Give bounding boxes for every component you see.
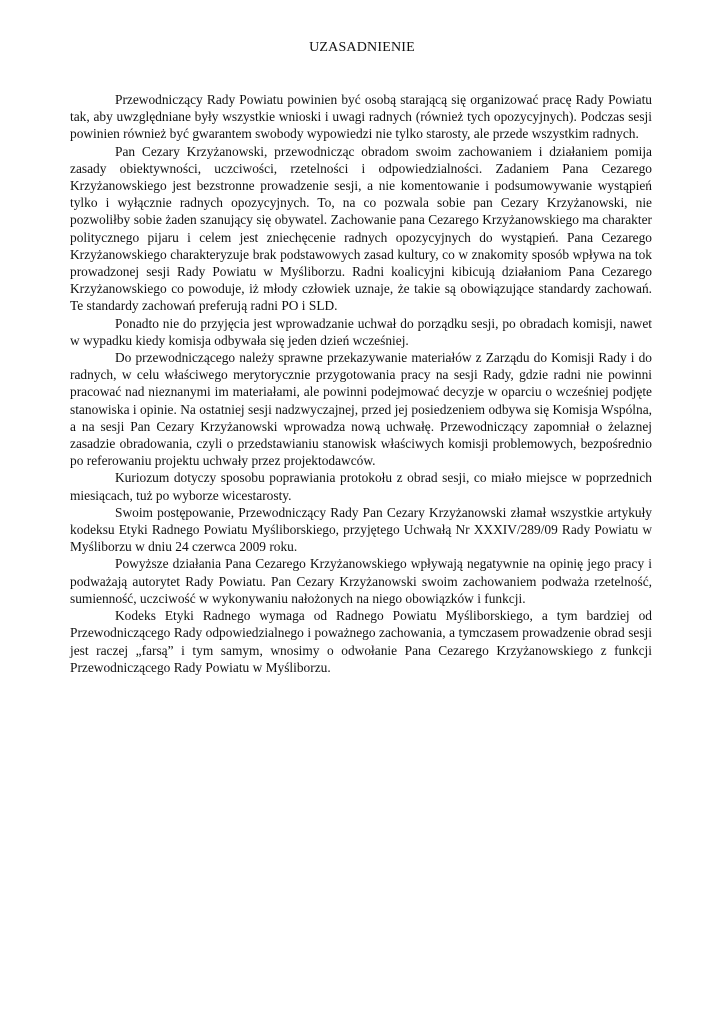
document-title: UZASADNIENIE (309, 40, 415, 55)
paragraph: Kuriozum dotyczy sposobu poprawiania protokołu z obrad sesji, co miało miejsce w poprzednich miesiącach, tuż po wyborze wicestarosty. (70, 470, 652, 503)
paragraph: Swoim postępowanie, Przewodniczący Rady Pan Cezary Krzyżanowski złamał wszystkie artykuły kodeksu Etyki Radnego Powiatu Myśliborskiego, przyjętego Uchwałą Nr XXXIV/289/09 Rady Powiatu w Myśliborzu w dniu 24 czerwca 2009 roku. (70, 504, 652, 555)
paragraph: Przewodniczący Rady Powiatu powinien być osobą starającą się organizować pracę Rady Powiatu tak, aby uwzględniane były wszystkie wnioski i uwagi radnych (również tych opozycyjnych). Podczas sesji powinien również być gwarantem swobody wypowiedzi nie tylko starosty, ale przede wszystkim radnych. (70, 92, 652, 142)
paragraph: Ponadto nie do przyjęcia jest wprowadzanie uchwał do porządku sesji, po obradach komisji, nawet w wypadku kiedy komisja odbywała się jeden dzień wcześniej. (70, 315, 652, 348)
paragraph: Pan Cezary Krzyżanowski, przewodnicząc obradom swoim zachowaniem i działaniem pomija zasady obiektywności, uczciwości, rzetelności i odpowiedzialności. Zadaniem Pana Cezarego Krzyżanowskiego jest bezstronne prowadzenie sesji, a nie komentowanie i podsumowywanie wystąpień tylko i wyłącznie radnych opozycyjnych. To, na co pozwala sobie pan Cezary Krzyżanowski, nie pozwoliłby sobie żaden szanujący się obywatel. Zachowanie pana Cezarego Krzyżanowskiego ma charakter politycznego pijaru i celem jest zniechęcenie radnych opozycyjnych do wystąpień. Pana Cezarego Krzyżanowskiego charakteryzuje brak podstawowych zasad kultury, co w znakomity sposób wpływa na tok prowadzonej sesji Rady Powiatu w Myśliborzu. Radni koalicyjni kibicują działaniom Pana Cezarego Krzyżanowskiego co powoduje, iż młody człowiek uznaje, że takie są obowiązujące standardy zachowań. Te standardy zachowań preferują radni PO i SLD. (70, 143, 652, 314)
paragraph: Do przewodniczącego należy sprawne przekazywanie materiałów z Zarządu do Komisji Rady i do radnych, w celu właściwego merytorycznie przygotowania pracy na sesji Rady, gdzie radni nie powinni pracować nad nieznanymi im materiałami, ale powinni podejmować decyzje w oparciu o wcześniej podjęte stanowiska i opinie. Na ostatniej sesji nadzwyczajnej, przed jej posiedzeniem odbywa się Komisja Wspólna, a na sesji Pan Cezary Krzyżanowski wprowadza nową uchwałę. Przewodniczący zapomniał o żelaznej zasadzie obradowania, czyli o przedstawianiu stanowisk właściwych komisji problemowych, bezpośrednio po referowaniu projektu uchwały przez projektodawców. (70, 350, 652, 469)
paragraph: Powyższe działania Pana Cezarego Krzyżanowskiego wpływają negatywnie na opinię jego pracy i podważają autorytet Rady Powiatu. Pan Cezary Krzyżanowski swoim zachowaniem podważa rzetelność, sumienność, uczciwość w wykonywaniu nałożonych na niego obowiązków i funkcji. (70, 556, 652, 606)
document-body (70, 91, 652, 676)
paragraph: Kodeks Etyki Radnego wymaga od Radnego Powiatu Myśliborskiego, a tym bardziej od Przewodniczącego Rady odpowiedzialnego i poważnego zachowania, a tymczasem prowadzenie obrad sesji jest raczej „farsą” i tym samym, wnosimy o odwołanie Pana Cezarego Krzyżanowskiego z funkcji Przewodniczącego Rady Powiatu w Myśliborzu. (70, 608, 652, 675)
